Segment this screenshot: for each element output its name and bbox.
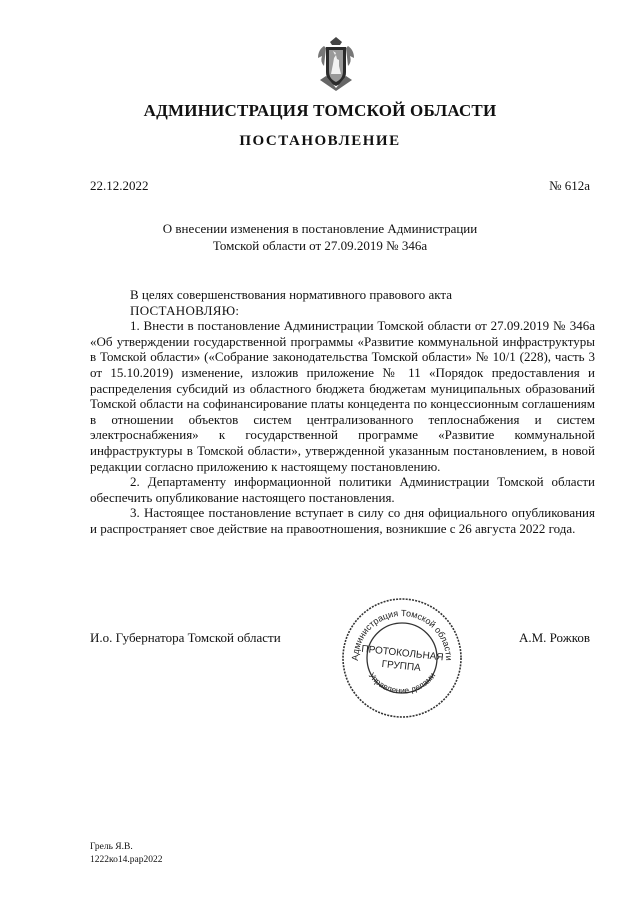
svg-text:Управление делами [367, 670, 438, 695]
stamp-center-line-2: ГРУППА [381, 658, 422, 674]
resolve-heading: ПОСТАНОВЛЯЮ: [130, 302, 240, 318]
stamp-ring-top: Администрация Томской области [349, 607, 455, 661]
footer-file: 1222ко14.рар2022 [90, 855, 163, 865]
stamp-ring-bottom: Управление делами [366, 670, 438, 696]
intro-text: В целях совершенствования нормативного правового акта [130, 287, 453, 302]
subject-line-1: О внесении изменения в постановление Администрации [162, 221, 478, 236]
paragraph-3: 3. Настоящее постановление вступает в силу со дня официального опубликования и распространяет свое действие на правоотношения, возникшие с 26 августа 2022 года. [90, 505, 595, 536]
subject-line-2: Томской области от 27.09.2019 № 346а [212, 238, 428, 253]
paragraph-2: 2. Департаменту информационной политики Администрации Томской области обеспечить опубликование настоящего постановления. [90, 474, 595, 505]
document-date: 22.12.2022 [90, 178, 149, 193]
coat-of-arms-icon [314, 36, 358, 92]
signer-name: А.М. Рожков [518, 630, 590, 645]
document-subject [0, 220, 640, 254]
paragraph-1: 1. Внести в постановление Администрации Томской области от 27.09.2019 № 346а «Об утверждении государственной программы «Развитие коммунальной инфраструктуры в Томской области» («Собрание законодательства Томской области» № 10/1 (228), часть 3 от 15.10.2019) изменение, изложив приложение № 11 «Порядок предоставления и распределения субсидий из областного бюджета бюджетам муниципальных образований Томской области на софинансирование платы концедента по концессионным соглашениям в отношении объектов систем централизованного теплоснабжения и систем электроснабжения» к государственной программе «Развитие коммунальной инфраструктуры в Томской области», утвержденной указанным постановлением, в новой редакции согласно приложению к настоящему постановлению. [90, 318, 595, 474]
document-type: ПОСТАНОВЛЕНИЕ [239, 133, 401, 149]
document-body [90, 287, 595, 537]
document-footer [90, 841, 162, 867]
signer-position: И.о. Губернатора Томской области [90, 630, 281, 645]
organization-title: АДМИНИСТРАЦИЯ ТОМСКОЙ ОБЛАСТИ [143, 101, 497, 120]
document-number: № 612а [549, 178, 590, 193]
footer-author: Грель Я.В. [90, 842, 133, 852]
stamp-seal [340, 596, 464, 720]
stamp-center-line-1: ПРОТОКОЛЬНАЯ [360, 643, 445, 664]
